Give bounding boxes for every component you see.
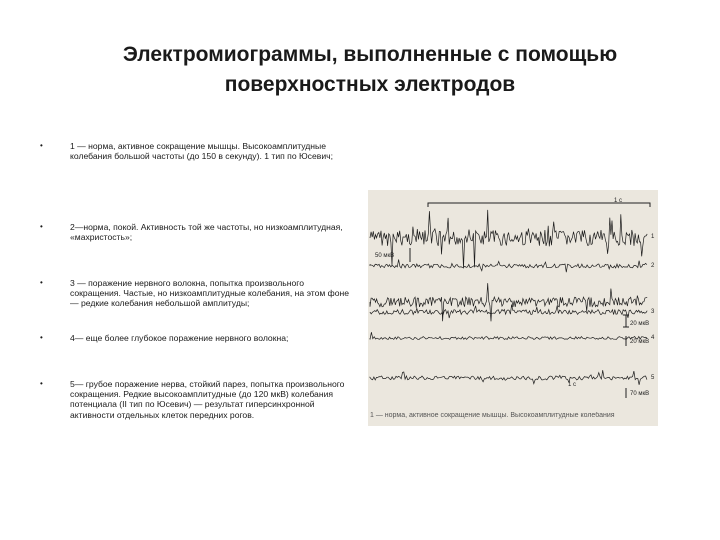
bullet-icon: •	[40, 278, 43, 287]
peak-label: 1 с	[568, 382, 577, 388]
emg-traces-image	[368, 190, 658, 426]
trace-label-5: 5	[651, 375, 655, 381]
emg-trace-3a	[370, 283, 647, 321]
time-mark-label: 1 с	[614, 198, 623, 204]
bullet-icon: •	[40, 141, 43, 150]
scale-label-20: 20 мкВ	[630, 321, 650, 327]
bullet-icon: •	[40, 222, 43, 231]
bullet-icon: •	[40, 379, 43, 388]
figure-caption: 1 — норма, активное сокращение мышцы. Высокоамплитудные колебания	[370, 412, 615, 419]
scale-label-50: 50 мкВ	[375, 253, 395, 259]
page-title	[60, 40, 680, 100]
bullet-text: 2—норма, покой. Активность той же частоты, но низкоамплитудная, «махристость»;	[70, 222, 343, 243]
trace-label-3: 3	[651, 309, 655, 315]
scale-label-20b: 20 мкВ	[630, 339, 650, 345]
trace-label-2: 2	[651, 263, 655, 269]
emg-trace-4	[370, 332, 647, 339]
bullet-icon: •	[40, 333, 43, 342]
trace-label-4: 4	[651, 335, 655, 341]
emg-trace-3b	[370, 305, 647, 319]
bullet-text: 3 — поражение нервного волокна, попытка произвольного сокращения. Частые, но низкоамплитудные колебания, на этом фоне — редкие колебания небольшой амплитуды;	[70, 278, 350, 309]
title-line-2: поверхностных электродов	[224, 73, 516, 96]
trace-label-1: 1	[651, 234, 655, 240]
emg-trace-2	[370, 260, 647, 273]
emg-trace-5	[370, 370, 647, 385]
bullet-text: 5— грубое поражение нерва, стойкий парез, попытка произвольного сокращения. Редкие высокоамплитудные (до 120 мкВ) колебания потенциала (II тип по Юсевич) — результат гиперсинхронной активности отдельных клеток передних рогов.	[70, 379, 345, 420]
bullet-text: 4— еще более глубокое поражение нервного волокна;	[70, 333, 289, 343]
scale-label-70: 70 мкВ	[630, 391, 650, 397]
emg-trace-1	[370, 210, 647, 268]
bullet-text: 1 — норма, активное сокращение мышцы. Высокоамплитудные колебания большой частоты (до 150 в секунду). 1 тип по Юсевич;	[70, 141, 333, 162]
emg-figure	[368, 190, 658, 426]
title-line-1: Электромиограммы, выполненные с помощью	[122, 43, 618, 66]
